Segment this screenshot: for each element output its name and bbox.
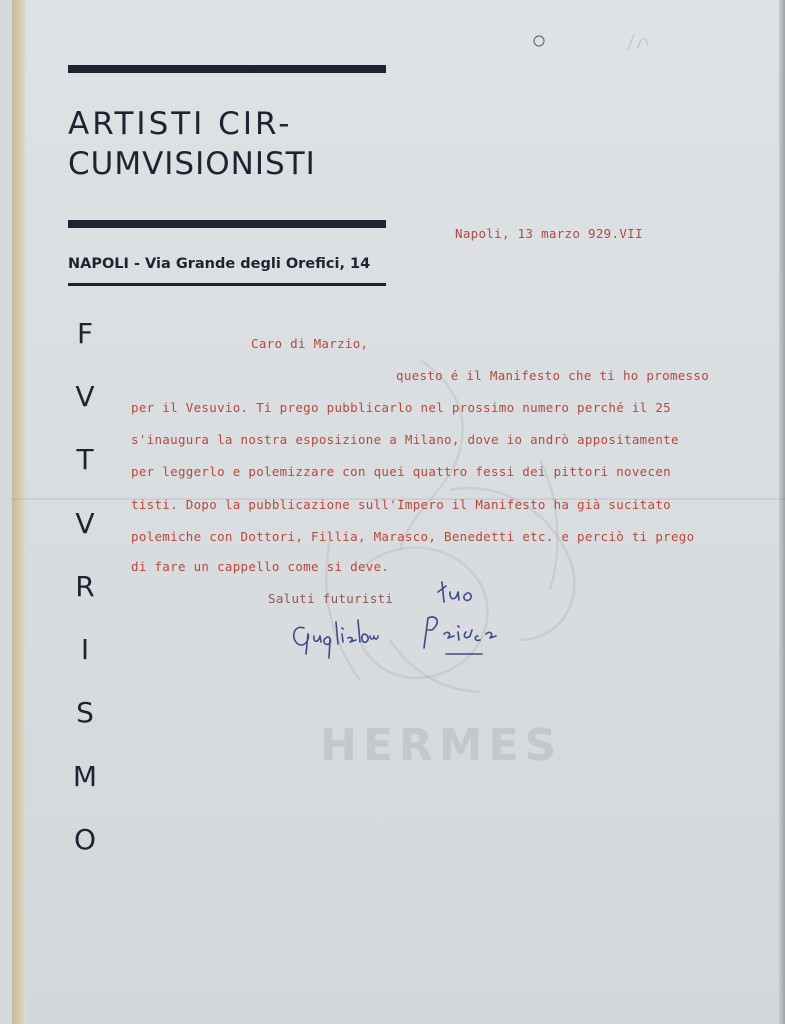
letterhead-org-name [68, 104, 398, 184]
archive-pencil-mark [528, 28, 668, 58]
handwritten-signature [286, 578, 546, 668]
letter-body-line: tisti. Dopo la pubblicazione sull'Impero il Manifesto ha già sucitato [131, 497, 671, 512]
vertical-letter: V [75, 380, 95, 413]
letterhead-rule-top [68, 65, 386, 73]
vertical-letter: S [76, 696, 94, 729]
letterhead-rule-middle [68, 220, 386, 228]
letter-closing: Saluti futuristi [268, 591, 394, 606]
letter-body-line: per il Vesuvio. Ti prego pubblicarlo nel prossimo numero perché il 25 [131, 400, 671, 415]
letterhead-rule-bottom [68, 283, 386, 286]
vertical-letter: I [80, 633, 90, 666]
vertical-letter: R [75, 570, 95, 603]
vertical-letter: V [75, 507, 95, 540]
letter-body-line: questo é il Manifesto che ti ho promesso [396, 368, 710, 383]
letter-place-date: Napoli, 13 marzo 929.VII [455, 226, 643, 241]
letterhead-address: NAPOLI - Via Grande degli Orefici, 14 [68, 256, 371, 272]
watermark-brand: HERMES [320, 720, 563, 771]
paper-edge-left [12, 0, 26, 1024]
org-name-line-1: ARTISTI CIR- [68, 106, 293, 142]
letter-salutation: Caro di Marzio, [251, 336, 369, 351]
letter-body-line: di fare un cappello come si deve. [131, 559, 390, 574]
org-name-line-2: CUMVISIONISTI [68, 146, 316, 182]
vertical-letter: F [76, 317, 94, 350]
vertical-letter: T [76, 443, 94, 476]
letter-body-line: per leggerlo e polemizzare con quei quattro fessi dei pittori novecen [131, 464, 671, 479]
paper-edge-right [779, 0, 785, 1024]
vertical-letter: M [72, 760, 98, 793]
vertical-letter: O [73, 823, 97, 856]
letter-body-line: polemiche con Dottori, Fillia, Marasco, Benedetti etc. e perciò ti prego [131, 529, 695, 544]
letter-body-line: s'inaugura la nostra esposizione a Milano, dove io andrò appositamente [131, 432, 679, 447]
